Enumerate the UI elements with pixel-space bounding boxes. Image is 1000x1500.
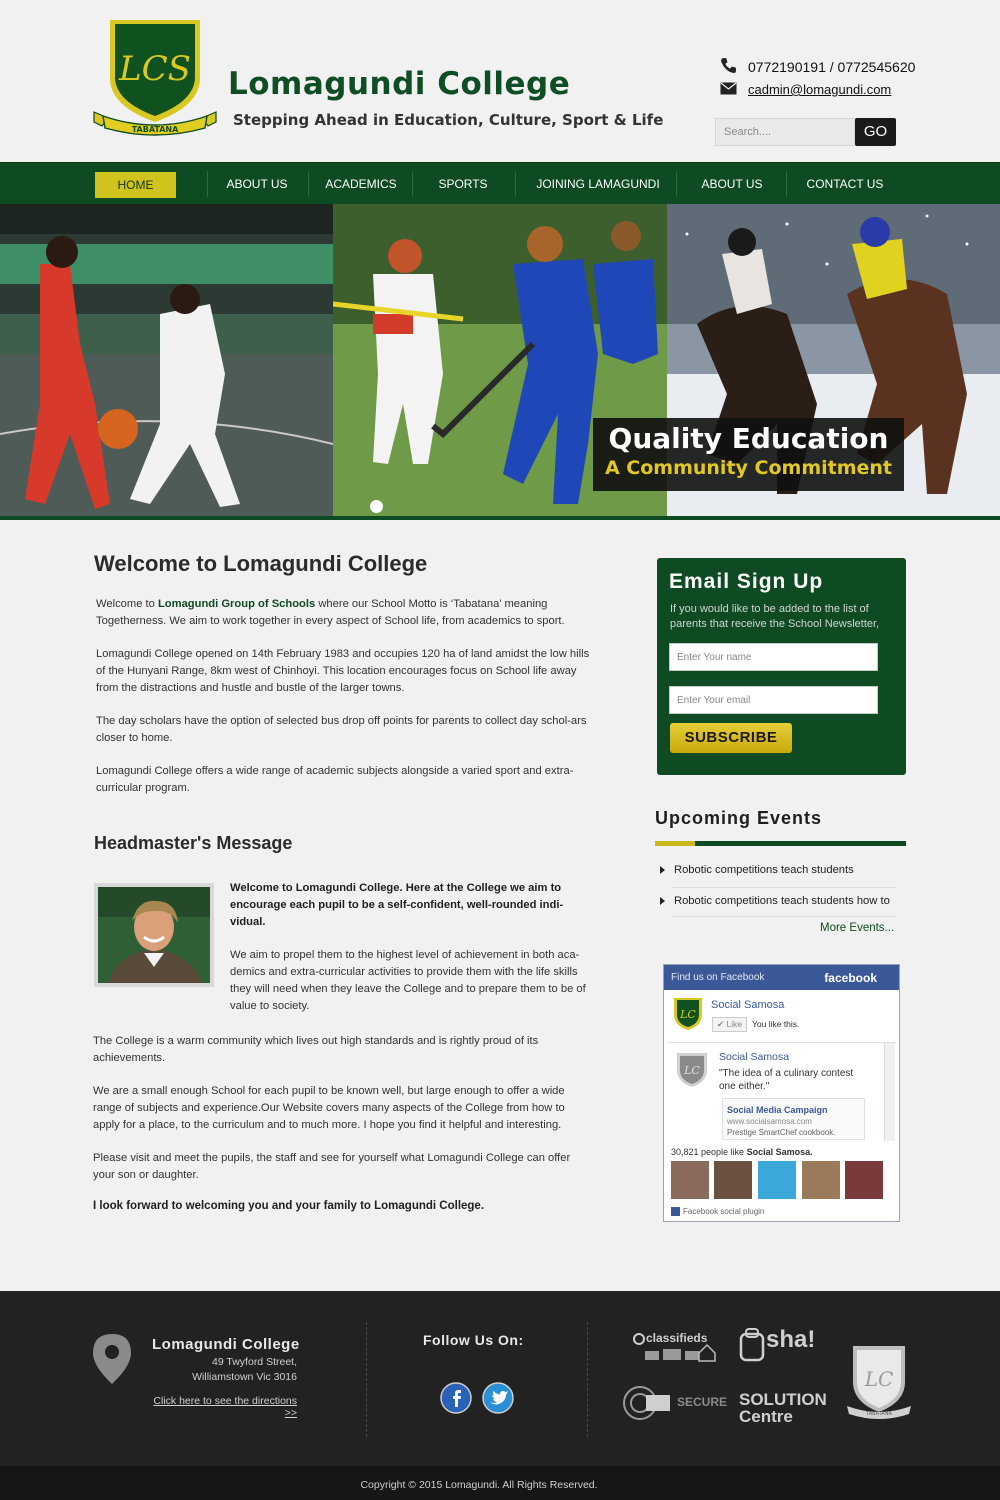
twitter-icon[interactable] xyxy=(482,1382,514,1414)
college-crest-logo[interactable] xyxy=(88,18,222,140)
nav-about-us-2[interactable]: ABOUT US xyxy=(701,177,763,191)
card-url: www.socialsamosa.com xyxy=(727,1117,812,1126)
site-tagline: Stepping Ahead in Education, Culture, Sport & Life xyxy=(233,111,664,129)
event-item-label: Robotic competitions teach students xyxy=(674,864,854,876)
footer-address-line-2: Williamstown Vic 3016 xyxy=(192,1371,297,1383)
directions-link[interactable]: Click here to see the directions >> xyxy=(153,1395,297,1419)
svg-text:LC: LC xyxy=(864,1367,894,1391)
events-title: Upcoming Events xyxy=(655,808,823,828)
fan-avatar[interactable] xyxy=(671,1161,709,1199)
headmaster-paragraph-3: We are a small enough School for each pupil to be known well, but large enough to offer a wide range of subjects and experience.Our Website covers many aspects of the College from how to apply for a place, to the curriculum and to much more. I hope you find it helpful and interesting. xyxy=(93,1085,565,1131)
main-navigation xyxy=(0,162,1000,204)
bullet-arrow-icon xyxy=(660,866,665,874)
copyright-text: Copyright © 2015 Lomagundi. All Rights Reserved. xyxy=(360,1479,598,1491)
facebook-like-button[interactable]: ✔ Like xyxy=(712,1017,747,1032)
name-input[interactable]: Enter Your name xyxy=(669,643,878,671)
event-divider xyxy=(672,916,896,917)
classifieds-text: classifieds xyxy=(646,1331,708,1345)
like-label: Like xyxy=(726,1019,743,1029)
facebook-widget-header xyxy=(664,965,899,990)
banner-subheadline: A Community Commitment xyxy=(604,457,893,479)
nav-home[interactable]: HOME xyxy=(95,172,176,198)
welcome-paragraph-3: The day scholars have the option of selected bus drop off points for parents to collect day schol-ars closer to home. xyxy=(96,715,587,744)
headmaster-title: Headmaster's Message xyxy=(94,833,293,853)
signup-title: Email Sign Up xyxy=(669,570,824,593)
nav-divider xyxy=(676,171,677,197)
nav-divider xyxy=(786,171,787,197)
facebook-widget xyxy=(663,964,900,1222)
sha-logo-graphic xyxy=(738,1326,766,1362)
more-events-link[interactable]: More Events... xyxy=(820,922,895,934)
site-name[interactable]: Lomagundi College xyxy=(228,66,571,102)
card-title: Social Media Campaign xyxy=(727,1105,828,1115)
nav-divider xyxy=(207,171,208,197)
fan-avatar[interactable] xyxy=(845,1161,883,1199)
card-description: Prestige SmartChef cookbook. xyxy=(727,1128,836,1137)
svg-text:TABATANA: TABATANA xyxy=(866,1411,892,1417)
search-input[interactable]: Search.... xyxy=(715,118,855,146)
facebook-page-name[interactable]: Social Samosa xyxy=(711,999,785,1011)
post-text: "The idea of a culinary contest one either." xyxy=(719,1068,854,1092)
banner-caption xyxy=(593,418,904,491)
email-link[interactable]: cadmin@lomagundi.com xyxy=(748,82,892,97)
people-count-page: Social Samosa. xyxy=(746,1147,813,1157)
event-item[interactable] xyxy=(660,864,896,876)
plugin-label-text: Facebook social plugin xyxy=(683,1207,765,1216)
find-us-label[interactable]: Find us on Facebook xyxy=(671,972,765,983)
email-input[interactable]: Enter Your email xyxy=(669,686,878,714)
basketball-photo xyxy=(0,204,333,517)
nav-divider xyxy=(308,171,309,197)
welcome-paragraph-1 xyxy=(96,596,596,630)
you-like-this: You like this. xyxy=(752,1019,800,1029)
group-of-schools-link[interactable]: Lomagundi Group of Schools xyxy=(157,598,316,610)
post-avatar-crest xyxy=(674,1051,710,1089)
nav-joining[interactable]: JOINING LAMAGUNDI xyxy=(536,177,660,191)
footer-divider xyxy=(587,1322,588,1437)
footer-college-name: Lomagundi College xyxy=(152,1336,300,1353)
footer-crest-logo[interactable] xyxy=(845,1344,913,1420)
footer-address-line-1: 49 Twyford Street, xyxy=(211,1356,297,1368)
signup-description: If you would like to be added to the list of parents that receive the School Newsletter, xyxy=(670,603,880,630)
sha-text: sha! xyxy=(766,1326,816,1353)
footer-divider xyxy=(366,1322,367,1437)
phone-icon xyxy=(720,57,737,74)
nav-divider xyxy=(515,171,516,197)
headmaster-paragraph-2: The College is a warm community which lives out high standards and is rightly proud of its achievements. xyxy=(93,1035,539,1064)
secure-text: SECURE xyxy=(677,1395,728,1409)
welcome-title: Welcome to Lomagundi College xyxy=(94,551,428,576)
nav-contact-us[interactable]: CONTACT US xyxy=(806,177,884,191)
welcome-p1-text: Welcome to xyxy=(96,598,158,610)
solution-centre-logo[interactable]: SOLUTION Centre xyxy=(739,1390,827,1426)
headmaster-paragraph-1: We aim to propel them to the highest level of achievement in both aca-demics and extra-curricular activities to provide them with the life skills they will need when they leave the College and to prepare them to be of value to society. xyxy=(230,949,586,1012)
headmaster-intro: Welcome to Lomagundi College. Here at the College we aim to encourage each pupil to be a self-confident, well-rounded indi-vidual. xyxy=(230,882,564,928)
event-item-label: Robotic competitions teach students how to xyxy=(674,895,890,907)
fan-avatar[interactable] xyxy=(758,1161,796,1199)
page-avatar-crest[interactable] xyxy=(671,996,705,1032)
nav-academics[interactable]: ACADEMICS xyxy=(325,177,397,191)
events-rule-accent xyxy=(655,841,695,846)
site-header xyxy=(0,0,1000,162)
headmaster-portrait-image xyxy=(98,887,210,983)
banner-headline: Quality Education xyxy=(608,422,889,455)
map-pin-icon xyxy=(92,1333,132,1385)
facebook-icon[interactable] xyxy=(440,1382,472,1414)
phone-numbers: 0772190191 / 0772545620 xyxy=(748,59,916,75)
fan-avatar[interactable] xyxy=(714,1161,752,1199)
svg-text:LCS: LCS xyxy=(119,49,191,89)
facebook-small-icon xyxy=(671,1207,680,1216)
welcome-paragraph-2: Lomagundi College opened on 14th February 1983 and occupies 120 ha of land amidst the low hills of the Hunyani Range, 8km west of Chinhoyi. This location encourages focus on School life away from the distractions and hustle and bustle of the larger towns. xyxy=(96,648,590,694)
welcome-paragraph-4: Lomagundi College offers a wide range of academic subjects alongside a varied sport and extra-curricular program. xyxy=(96,765,574,794)
events-rule xyxy=(655,841,906,846)
nav-about-us[interactable]: ABOUT US xyxy=(226,177,288,191)
post-author[interactable]: Social Samosa xyxy=(719,1051,790,1063)
headmaster-paragraph-4: Please visit and meet the pupils, the staff and see for yourself what Lomagundi College can offer your son or daughter. xyxy=(93,1152,571,1181)
bullet-arrow-icon xyxy=(660,897,665,905)
headmaster-photo xyxy=(94,883,214,987)
fan-avatar[interactable] xyxy=(802,1161,840,1199)
feed-scrollbar[interactable] xyxy=(884,1043,895,1141)
event-item[interactable] xyxy=(660,895,896,907)
nav-divider xyxy=(412,171,413,197)
subscribe-button[interactable]: SUBSCRIBE xyxy=(670,723,792,753)
follow-us-label: Follow Us On: xyxy=(423,1332,524,1348)
secure-logo-graphic xyxy=(622,1385,678,1421)
slider-dot[interactable] xyxy=(370,500,383,513)
svg-text:LC: LC xyxy=(684,1064,700,1077)
people-like-count xyxy=(671,1147,813,1157)
banner-bottom-rule xyxy=(0,516,1000,520)
envelope-icon xyxy=(720,82,737,95)
headmaster-closing: I look forward to welcoming you and your family to Lomagundi College. xyxy=(93,1200,485,1212)
fb-divider xyxy=(668,1042,896,1043)
facebook-logo[interactable]: facebook xyxy=(824,971,877,985)
people-count-text: 30,821 people like xyxy=(671,1147,747,1157)
svg-text:TABATANA: TABATANA xyxy=(131,125,179,134)
event-divider xyxy=(672,887,896,888)
email-signup-panel xyxy=(657,558,906,775)
svg-text:LC: LC xyxy=(680,1008,696,1021)
search-go-button[interactable]: GO xyxy=(855,118,896,146)
nav-sports[interactable]: SPORTS xyxy=(438,177,488,191)
post-link-card[interactable] xyxy=(722,1098,865,1140)
welcome-p1-text-end: where our School Motto is ‘Tabatana’ meaning Togetherness. We aim to work together in every aspect of School life, from academics to sport. xyxy=(96,598,565,627)
facebook-plugin-label xyxy=(671,1207,764,1216)
